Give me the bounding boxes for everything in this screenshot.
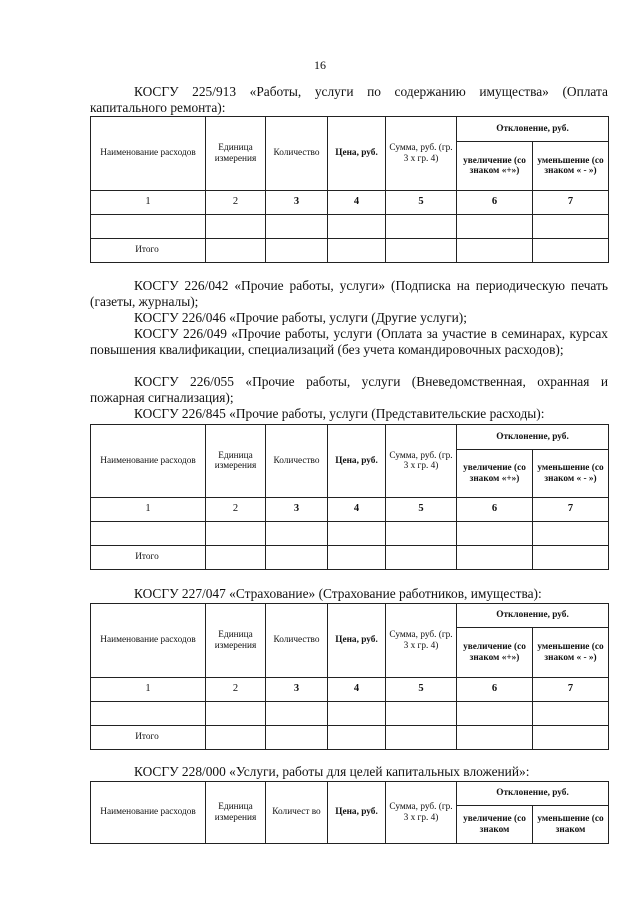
header-qty: Количество bbox=[266, 117, 328, 191]
header-deviation: Отклонение, руб. bbox=[457, 604, 609, 628]
col-number-2: 2 bbox=[206, 678, 266, 702]
col-number-5: 5 bbox=[386, 678, 457, 702]
header-name: Наименование расходов bbox=[91, 425, 206, 498]
header-sum: Сумма, руб. (гр. 3 х гр. 4) bbox=[386, 117, 457, 191]
col-number-5: 5 bbox=[386, 498, 457, 522]
header-price: Цена, руб. bbox=[328, 782, 386, 844]
header-unit: Единица измерения bbox=[206, 425, 266, 498]
header-unit: Единица измерения bbox=[206, 604, 266, 678]
col-number-7: 7 bbox=[533, 191, 609, 215]
section-226-845-heading: КОСГУ 226/845 «Прочие работы, услуги (Представительские расходы): bbox=[134, 406, 545, 421]
col-number-4: 4 bbox=[328, 191, 386, 215]
header-name: Наименование расходов bbox=[91, 117, 206, 191]
col-number-4: 4 bbox=[328, 678, 386, 702]
header-increase: увеличение (со знаком «+») bbox=[457, 450, 533, 498]
header-name: Наименование расходов bbox=[91, 782, 206, 844]
header-price: Цена, руб. bbox=[328, 425, 386, 498]
col-number-6: 6 bbox=[457, 191, 533, 215]
col-number-6: 6 bbox=[457, 498, 533, 522]
col-number-4: 4 bbox=[328, 498, 386, 522]
table-226-845 bbox=[90, 424, 609, 570]
header-sum: Сумма, руб. (гр. 3 х гр. 4) bbox=[386, 425, 457, 498]
total-label: Итого bbox=[91, 546, 206, 570]
header-deviation: Отклонение, руб. bbox=[457, 782, 609, 806]
header-unit: Единица измерения bbox=[206, 782, 266, 844]
header-unit: Единица измерения bbox=[206, 117, 266, 191]
col-number-2: 2 bbox=[206, 498, 266, 522]
header-decrease: уменьшение (со знаком bbox=[533, 806, 609, 844]
col-number-3: 3 bbox=[266, 498, 328, 522]
header-deviation: Отклонение, руб. bbox=[457, 425, 609, 450]
col-number-1: 1 bbox=[91, 498, 206, 522]
header-price: Цена, руб. bbox=[328, 604, 386, 678]
header-decrease: уменьшение (со знаком « - ») bbox=[533, 142, 609, 191]
header-increase: увеличение (со знаком bbox=[457, 806, 533, 844]
table-row-empty bbox=[91, 215, 609, 239]
table-228-000 bbox=[90, 781, 609, 844]
header-qty: Количест во bbox=[266, 782, 328, 844]
section-225-913-heading: КОСГУ 225/913 «Работы, услуги по содержанию имущества» (Оплата капитального ремонта): bbox=[90, 84, 608, 115]
header-decrease: уменьшение (со знаком « - ») bbox=[533, 450, 609, 498]
col-number-6: 6 bbox=[457, 678, 533, 702]
header-deviation: Отклонение, руб. bbox=[457, 117, 609, 142]
total-label: Итого bbox=[91, 726, 206, 750]
section-226-042-heading: КОСГУ 226/042 «Прочие работы, услуги» (Подписка на периодическую печать (газеты, журналы); bbox=[90, 278, 608, 309]
header-sum: Сумма, руб. (гр. 3 х гр. 4) bbox=[386, 604, 457, 678]
table-row-total bbox=[91, 726, 609, 750]
col-number-5: 5 bbox=[386, 191, 457, 215]
section-226-049-heading: КОСГУ 226/049 «Прочие работы, услуги (Оплата за участие в семинарах, курсах повышения квалификации, специализаций (без учета командировочных расходов); bbox=[90, 326, 608, 357]
header-name: Наименование расходов bbox=[91, 604, 206, 678]
total-label: Итого bbox=[91, 239, 206, 263]
col-number-1: 1 bbox=[91, 678, 206, 702]
header-decrease: уменьшение (со знаком « - ») bbox=[533, 628, 609, 678]
header-increase: увеличение (со знаком «+») bbox=[457, 142, 533, 191]
col-number-3: 3 bbox=[266, 191, 328, 215]
section-226-046-heading: КОСГУ 226/046 «Прочие работы, услуги (Другие услуги); bbox=[134, 310, 467, 325]
table-row-total bbox=[91, 546, 609, 570]
col-number-7: 7 bbox=[533, 498, 609, 522]
table-225-913 bbox=[90, 116, 609, 263]
page-number: 16 bbox=[314, 58, 326, 72]
header-qty: Количество bbox=[266, 425, 328, 498]
col-number-1: 1 bbox=[91, 191, 206, 215]
col-number-2: 2 bbox=[206, 191, 266, 215]
header-price: Цена, руб. bbox=[328, 117, 386, 191]
section-227-047-heading: КОСГУ 227/047 «Страхование» (Страхование работников, имущества): bbox=[134, 586, 542, 601]
section-228-000-heading: КОСГУ 228/000 «Услуги, работы для целей капитальных вложений»: bbox=[134, 764, 530, 779]
section-226-055-heading: КОСГУ 226/055 «Прочие работы, услуги (Вневедомственная, охранная и пожарная сигнализация); bbox=[90, 374, 608, 405]
header-qty: Количество bbox=[266, 604, 328, 678]
col-number-7: 7 bbox=[533, 678, 609, 702]
table-227-047 bbox=[90, 603, 609, 750]
table-row-empty bbox=[91, 522, 609, 546]
table-row-empty bbox=[91, 702, 609, 726]
col-number-3: 3 bbox=[266, 678, 328, 702]
table-row-total bbox=[91, 239, 609, 263]
header-increase: увеличение (со знаком «+») bbox=[457, 628, 533, 678]
header-sum: Сумма, руб. (гр. 3 х гр. 4) bbox=[386, 782, 457, 844]
